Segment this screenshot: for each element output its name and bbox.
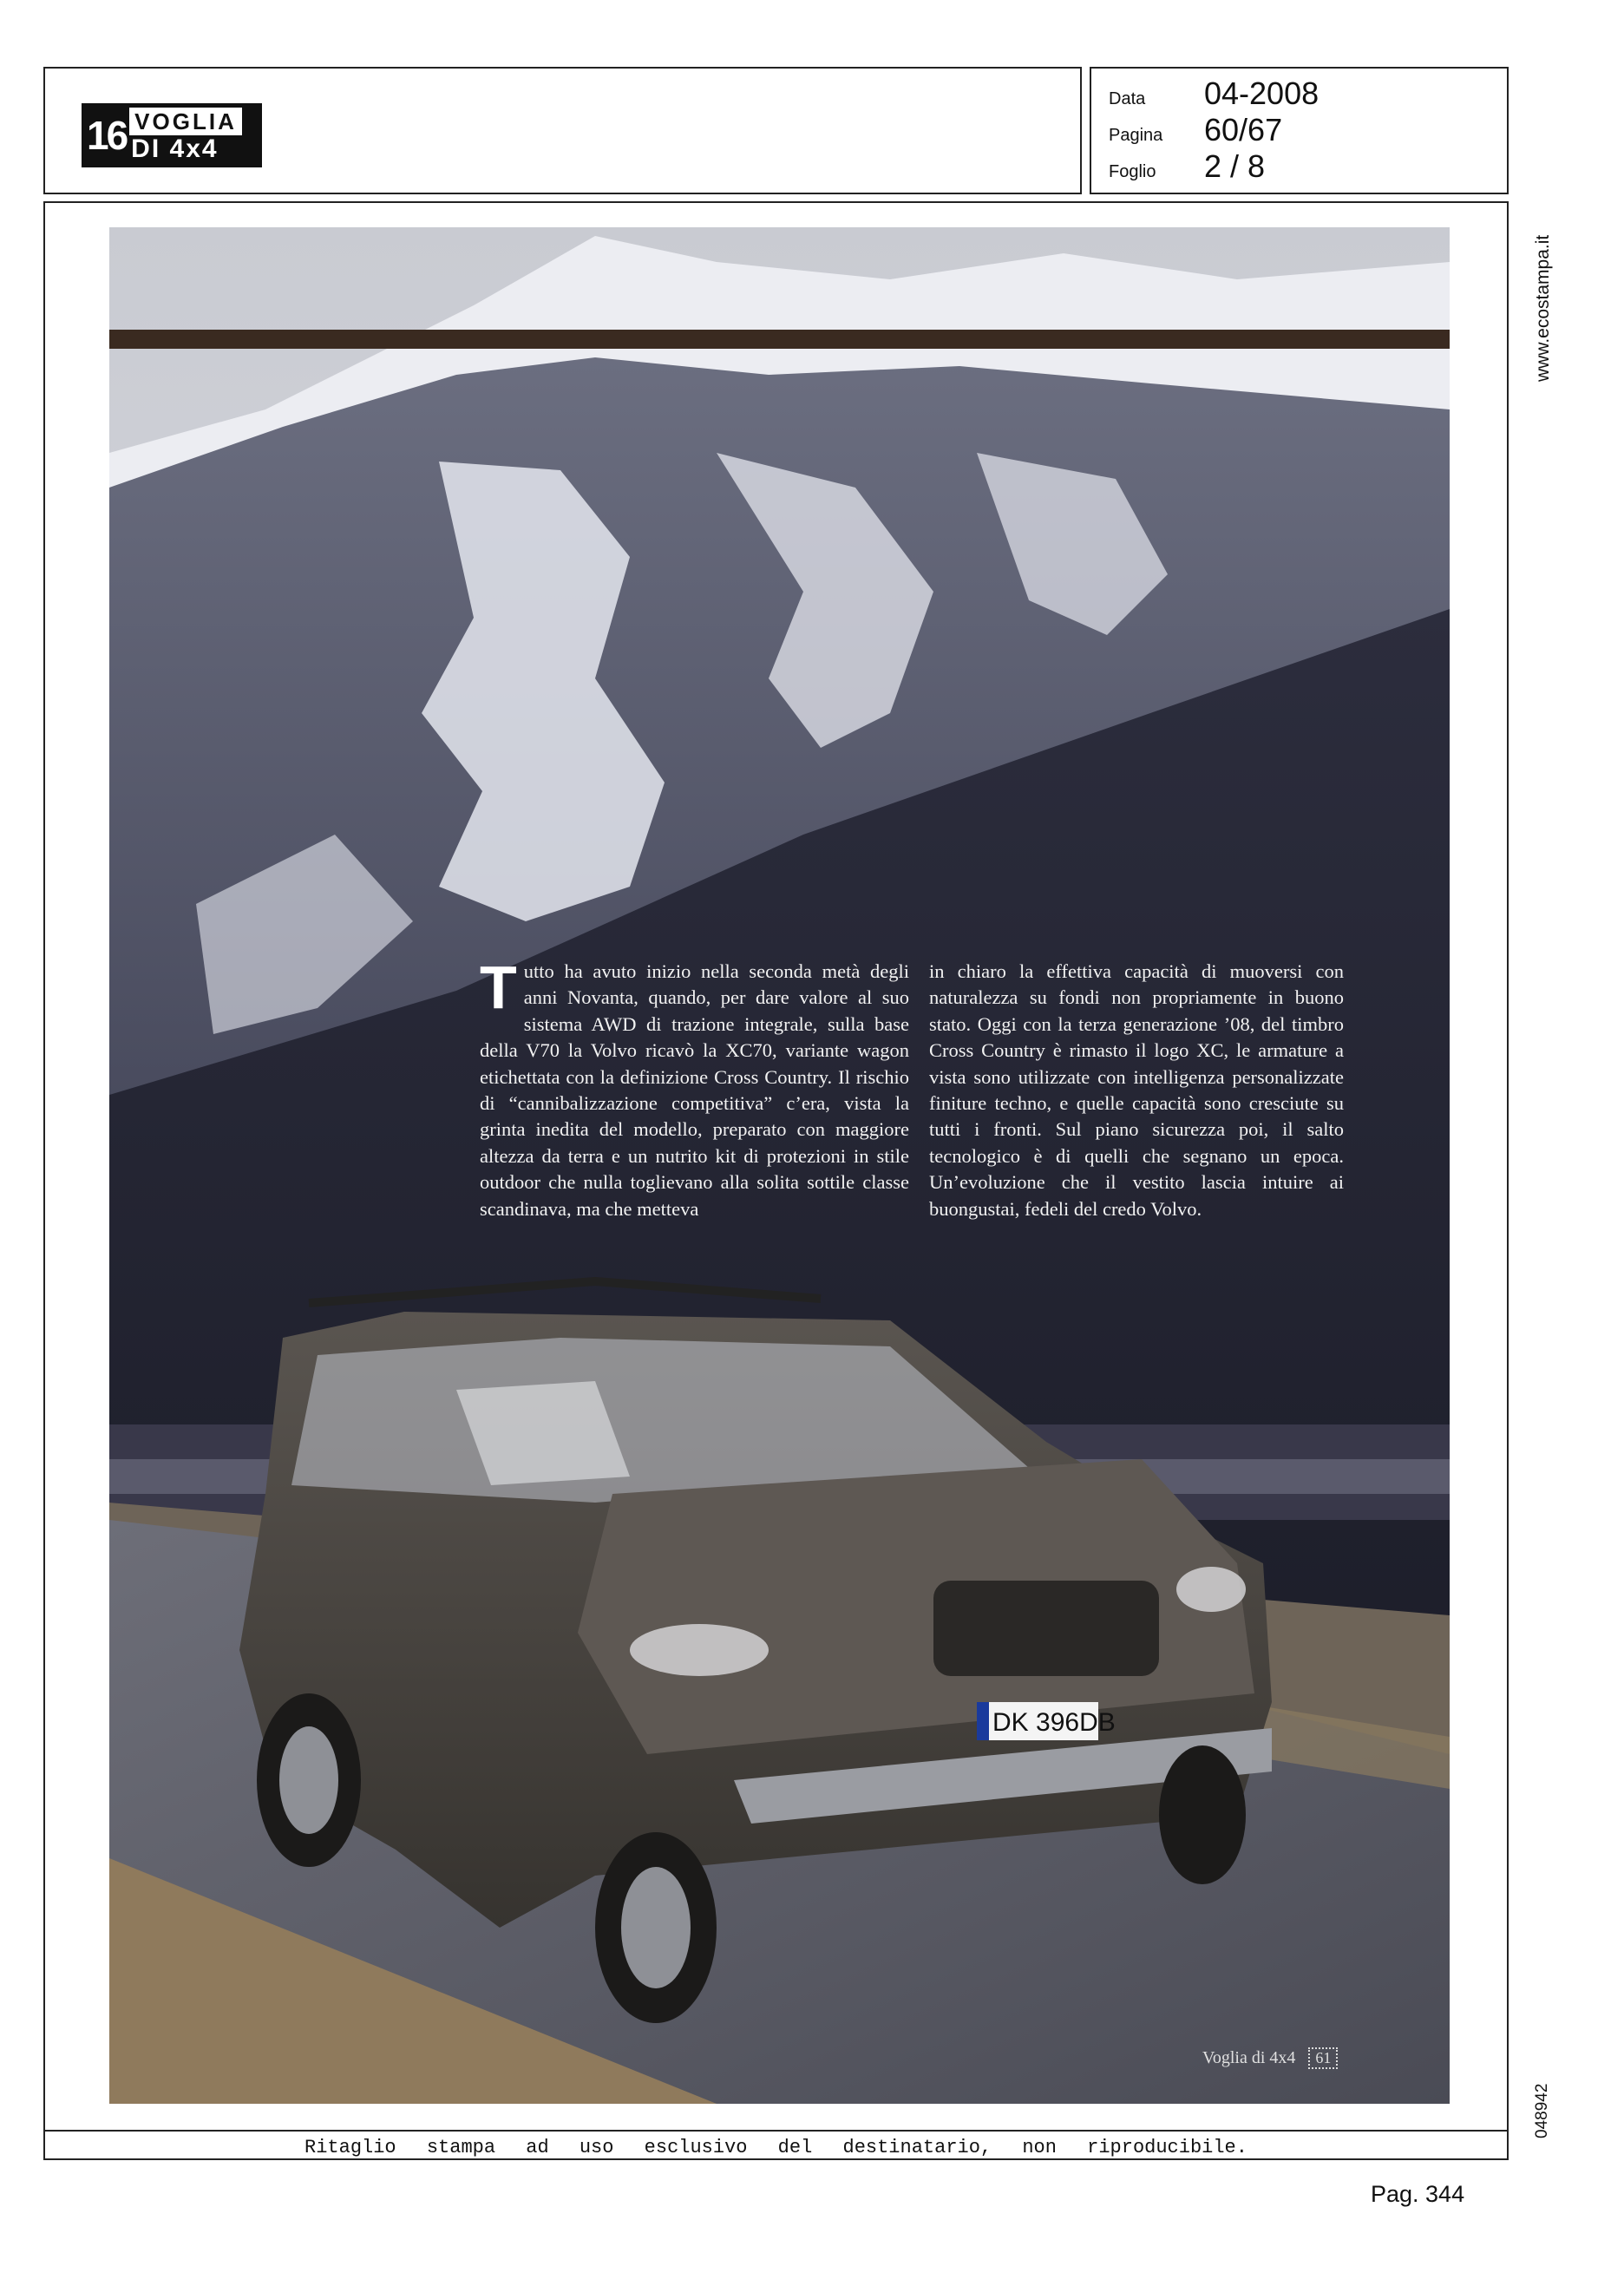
magazine-tag <box>1202 2047 1338 2069</box>
website-text: www.ecostampa.it <box>1533 234 1553 382</box>
license-plate-text: DK 396DB <box>992 1708 1116 1737</box>
pagina-label: Pagina <box>1109 126 1163 145</box>
clipping-code: 048942 <box>1533 2083 1551 2138</box>
logo-words <box>131 109 240 162</box>
column-2-text: in chiaro la effettiva capacità di muoversi con naturalezza su fondi non propriamente in buono stato. Oggi con la terza generazione ’08, del timbro Cross Country è rimasto il logo XC, le armature a vista sono utilizzate con intelligenza personalizzate finiture techno, e quelle capacità sono cresciute su tutti i fronti. Sul piano sicurezza poi, il salto tecnologico è di quelli che segnano un epoca. Un’evoluzione che il vestito lascia intuire ai buongustai, fedeli del credo Volvo. <box>929 960 1344 1220</box>
logo-number: 16 <box>87 113 127 158</box>
pagina-value: 60/67 <box>1204 112 1283 147</box>
footer-notice-bar <box>43 2130 1509 2160</box>
magazine-logo <box>82 103 262 167</box>
meta-foglio-row <box>1109 148 1265 185</box>
logo-line1: VOGLIA <box>131 109 240 134</box>
side-code <box>1514 2073 1551 2143</box>
meta-data-row <box>1109 75 1319 112</box>
footer-notice: Ritaglio stampa ad uso esclusivo del destinatario, non riproducibile. <box>304 2137 1247 2158</box>
meta-pagina-row <box>1109 112 1282 148</box>
data-value: 04-2008 <box>1204 75 1320 111</box>
magazine-page-number: 61 <box>1308 2047 1338 2069</box>
page-number: Pag. 344 <box>1371 2181 1465 2207</box>
foglio-label: Foglio <box>1109 162 1156 181</box>
article-column-1 <box>480 953 909 1222</box>
header-logo-box <box>43 67 1082 194</box>
article-column-2 <box>929 959 1344 1222</box>
data-label: Data <box>1109 89 1146 108</box>
foglio-value: 2 / 8 <box>1204 148 1266 184</box>
column-1-text: utto ha avuto inizio nella seconda metà degli anni Novanta, quando, per dare valore al suo sistema AWD di trazione integrale, sulla base della V70 la Volvo ricavò la XC70, variante wagon etichettata con la definizione Cross Country. Il rischio di “cannibalizzazione competitiva” c’era, vista la grinta inedita del modello, preparato con maggiore altezza da terra e un nutrito kit di protezioni in stile outdoor che nulla toglievano alla solita sottile classe scandinava, ma che metteva <box>480 960 909 1220</box>
magazine-tag-name: Voglia di 4x4 <box>1202 2048 1296 2067</box>
header-meta-box <box>1090 67 1509 194</box>
side-website <box>1514 217 1553 382</box>
logo-line2: DI 4x4 <box>131 134 219 163</box>
drop-cap: T <box>480 953 517 1021</box>
